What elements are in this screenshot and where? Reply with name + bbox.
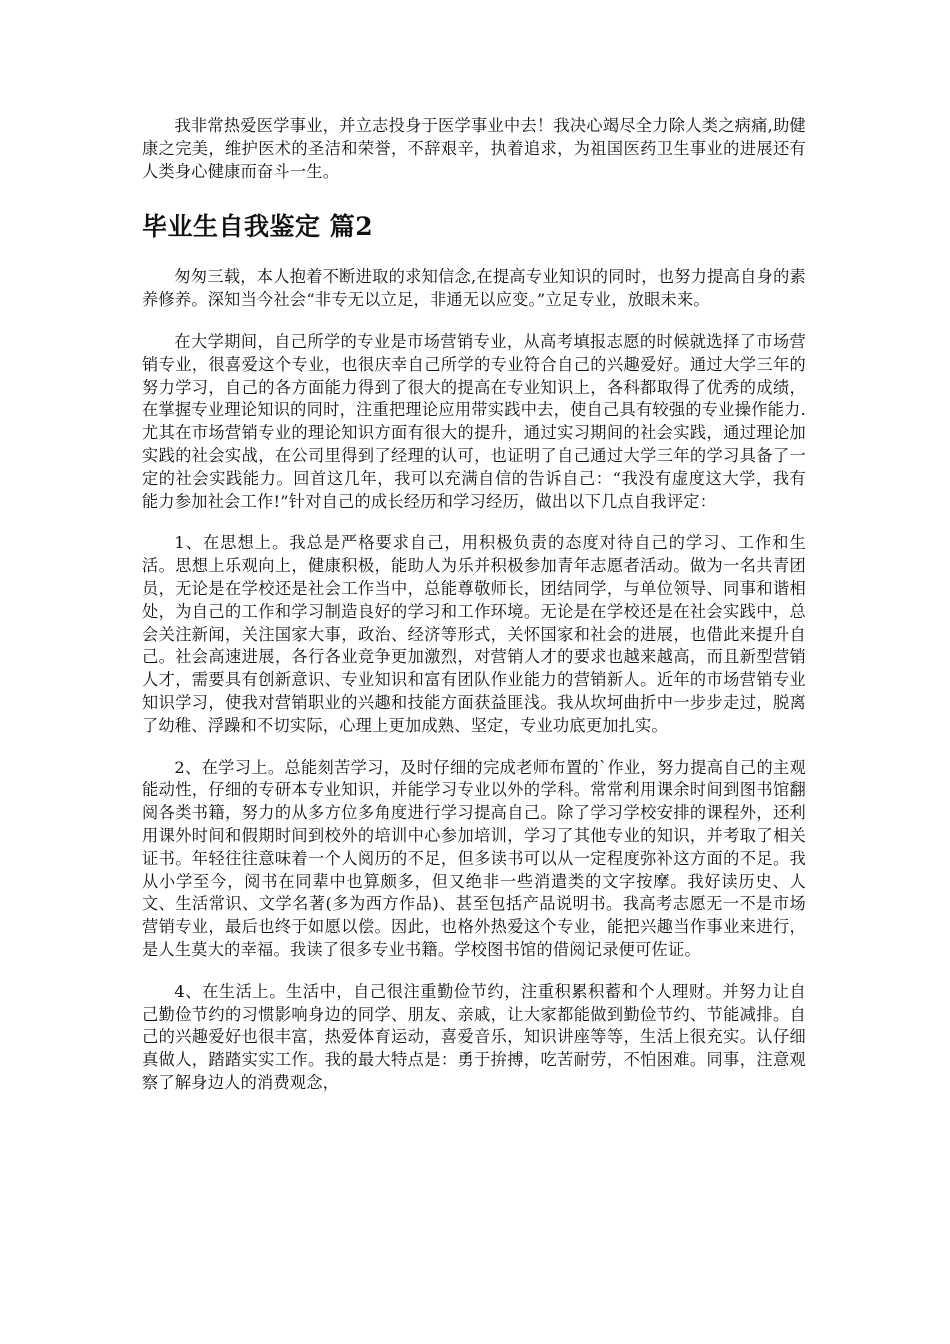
- paragraph-intro-three-years: 匆匆三载，本人抱着不断进取的求知信念,在提高专业知识的同时，也努力提高自身的素养修养。深知当今社会“非专无以立足，非通无以应变。”立足专业，放眼未来。: [142, 267, 806, 310]
- document-body: [142, 115, 806, 1095]
- paragraph-ideology: 1、在思想上。我总是严格要求自己，用积极负责的态度对待自己的学习、工作和生活。思想上乐观向上，健康积极，能助人为乐并积极参加青年志愿者活动。做为一名共青团员，无论是在学校还是社会工作当中，总能尊敬师长，团结同学，与单位领导、同事和谐相处，为自己的工作和学习制造良好的学习和工作环境。无论是在学校还是在社会实践中，总会关注新闻，关注国家大事，政治、经济等形式，关怀国家和社会的进展，也借此来提升自己。社会高速进展，各行各业竞争更加激烈，对营销人才的要求也越来越高，而且新型营销人才，需要具有创新意识、专业知识和富有团队作业能力的营销新人。近年的市场营销专业知识学习，使我对营销职业的兴趣和技能方面获益匪浅。我从坎坷曲折中一步步走过，脱离了幼稚、浮躁和不切实际，心理上更加成熟、坚定，专业功底更加扎实。: [142, 533, 806, 735]
- section-title: 毕业生自我鉴定 篇2: [142, 212, 374, 242]
- paragraph-university-period: 在大学期间，自己所学的专业是市场营销专业，从高考填报志愿的时候就选择了市场营销专业，很喜爱这个专业，也很庆幸自己所学的专业符合自己的兴趣爱好。通过大学三年的努力学习，自己的各方面能力得到了很大的提高在专业知识上，各科都取得了优秀的成绩，在掌握专业理论知识的同时，注重把理论应用带实践中去，使自己具有较强的专业操作能力.尤其在市场营销专业的理论知识方面有很大的提升，通过实习期间的社会实践，通过理论加实践的社会实战，在公司里得到了经理的认可，也证明了自己通过大学三年的学习具备了一定的社会实践能力。回首这几年，我可以充满自信的告诉自己：“我没有虚度这大学，我有能力参加社会工作!”针对自己的成长经历和学习经历，做出以下几点自我评定：: [142, 331, 806, 511]
- intro-paragraph: 我非常热爱医学事业，并立志投身于医学事业中去！我决心竭尽全力除人类之病痛,助健康之完美，维护医术的圣洁和荣誉，不辞艰辛，执着追求，为祖国医药卫生事业的进展还有人类身心健康而奋斗一生。: [142, 116, 806, 181]
- paragraph-life: 4、在生活上。生活中，自己很注重勤俭节约，注重积累积蓄和个人理财。并努力让自己勤俭节约的习惯影响身边的同学、朋友、亲戚，让大家都能做到勤俭节约、节能减排。自己的兴趣爱好也很丰富，热爱体育运动，喜爱音乐，知识讲座等等，生活上很充实。认仔细真做人，踏踏实实工作。我的最大特点是：勇于拚搏，吃苦耐劳，不怕困难。同事，注意观察了解身边人的消费观念，: [142, 981, 806, 1092]
- paragraph-study: 2、在学习上。总能刻苦学习，及时仔细的完成老师布置的`作业，努力提高自己的主观能动性，仔细的专研本专业知识，并能学习专业以外的学科。常常利用课余时间到图书馆翻阅各类书籍，努力的从多方位多角度进行学习提高自己。除了学习学校安排的课程外，还利用课外时间和假期时间到校外的培训中心参加培训，学习了其他专业的知识，并考取了相关证书。年轻往往意味着一个人阅历的不足，但多读书可以从一定程度弥补这方面的不足。我从小学至今，阅书在同辈中也算颇多，但又绝非一些消遣类的文字按摩。我好读历史、人文、生活常识、文学名著(多为西方作品)、甚至包括产品说明书。我高考志愿无一不是市场营销专业，最后也终于如愿以偿。因此，也格外热爱这个专业，能把兴趣当作事业来进行，是人生莫大的幸福。我读了很多专业书籍。学校图书馆的借阅记录便可佐证。: [142, 757, 806, 959]
